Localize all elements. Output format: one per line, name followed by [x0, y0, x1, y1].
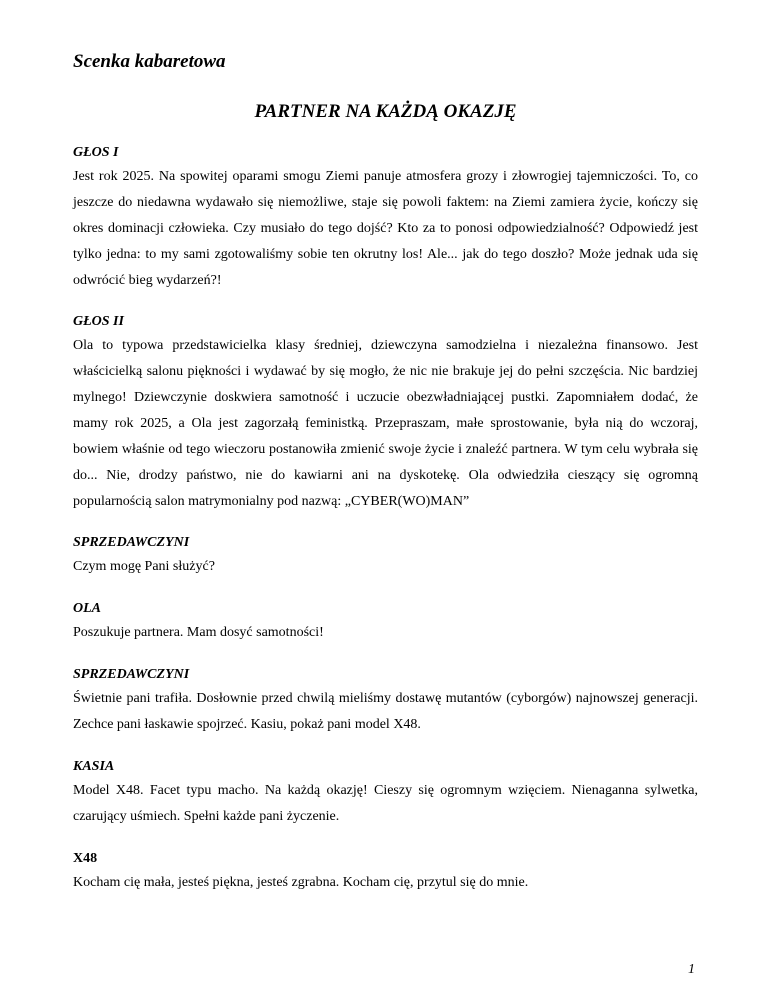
dialogue-text: Świetnie pani trafiła. Dosłownie przed chwilą mieliśmy dostawę mutantów (cyborgów) najnowszej generacji. Zechce pani łaskawie spojrzeć. Kasiu, pokaż pani model X48. — [73, 691, 698, 732]
dialogue-text: Ola to typowa przedstawicielka klasy średniej, dziewczyna samodzielna i niezależna finansowo. Jest właścicielką salonu piękności i wydawać by się mogło, że nic nie brakuje jej do pełni szczęścia. Nic bardziej mylnego! Dziewczynie doskwiera samotność i uczucie obezwładniającej pustki. Zapomniałem dodać, że mamy rok 2025, a Ola jest zagorzałą feministką. Przepraszam, małe sprostowanie, była nią do wczoraj, bowiem właśnie od tego wieczoru postanowiła zmienić swoje życie i znaleźć partnera. W tym celu wybrała się do... Nie, drodzy państwo, nie do kawiarni ani na dyskotekę. Ola odwiedziła cieszący się ogromną popularnością salon matrymonialny pod nazwą: „CYBER(WO)MAN” — [73, 338, 698, 509]
dialogue-text: Czym mogę Pani służyć? — [73, 559, 215, 574]
dialogue-block-kasia — [73, 757, 698, 830]
speaker-label: KASIA — [73, 759, 115, 774]
document-header: Scenka kabaretowa — [73, 51, 226, 72]
speaker-label: GŁOS I — [73, 145, 119, 160]
speaker-label: SPRZEDAWCZYNI — [73, 535, 190, 550]
dialogue-block-x48 — [73, 849, 698, 896]
dialogue-text: Jest rok 2025. Na spowitej oparami smogu Ziemi panuje atmosfera grozy i złowrogiej tajemniczości. To, co jeszcze do niedawna wydawało się niemożliwe, staje się powoli faktem: na Ziemi zamiera życie, kończy się okres dominacji człowieka. Czy musiało do tego dojść? Kto za to ponosi odpowiedzialność? Odpowiedź jest tylko jedna: to my sami zgotowaliśmy sobie ten okrutny los! Ale... jak do tego doszło? Może jednak uda się odwrócić bieg wydarzeń?! — [73, 169, 698, 288]
document-page — [73, 50, 698, 896]
play-title: PARTNER NA KAŻDĄ OKAZJĘ — [254, 101, 517, 122]
speaker-label: X48 — [73, 851, 98, 866]
speaker-label: GŁOS II — [73, 314, 124, 329]
dialogue-block-ola — [73, 599, 698, 646]
speaker-label: SPRZEDAWCZYNI — [73, 667, 190, 682]
dialogue-block-glos-1 — [73, 143, 698, 294]
dialogue-block-sprzedawczyni-1 — [73, 533, 698, 580]
dialogue-text: Poszukuje partnera. Mam dosyć samotności! — [73, 625, 324, 640]
page-number: 1 — [688, 962, 695, 977]
speaker-label: OLA — [73, 601, 101, 616]
dialogue-block-glos-2 — [73, 312, 698, 515]
dialogue-text: Model X48. Facet typu macho. Na każdą okazję! Cieszy się ogromnym wzięciem. Nienaganna sylwetka, czarujący uśmiech. Spełni każde pani życzenie. — [73, 783, 698, 824]
dialogue-block-sprzedawczyni-2 — [73, 665, 698, 738]
dialogue-text: Kocham cię mała, jesteś piękna, jesteś zgrabna. Kocham cię, przytul się do mnie. — [73, 875, 529, 890]
